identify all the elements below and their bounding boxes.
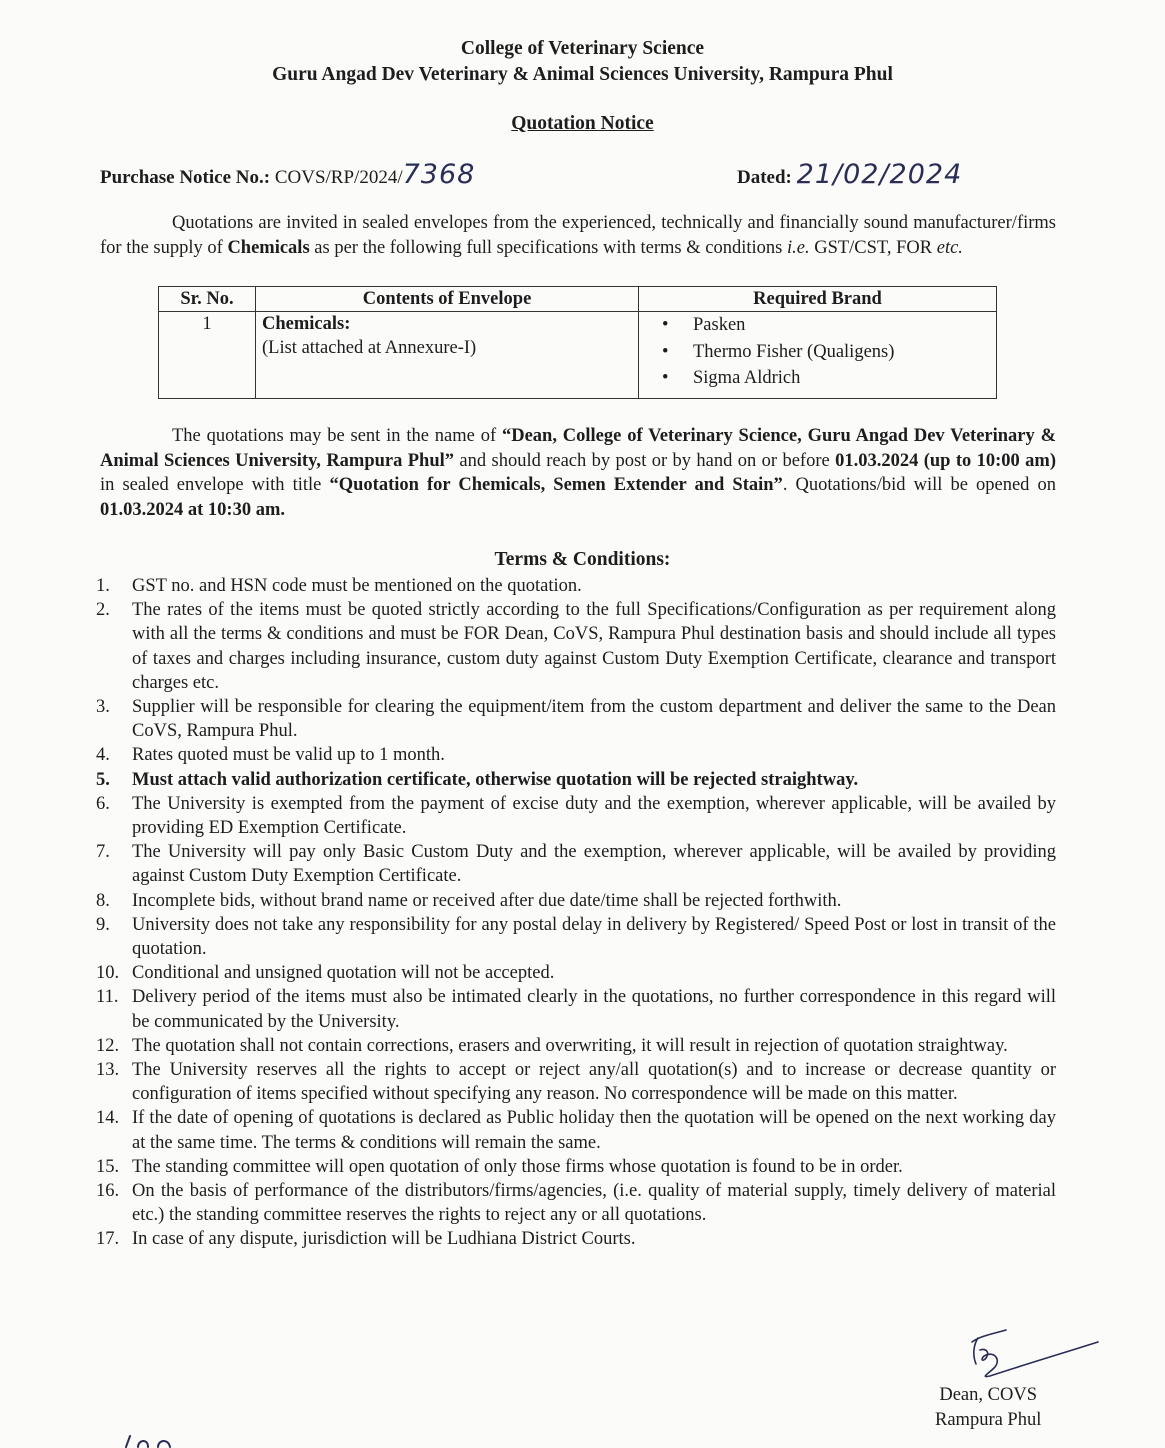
list-item bbox=[96, 913, 1056, 961]
term-text: The quotation shall not contain corrections, erasers and overwriting, it will result in rejection of quotation straightway. bbox=[132, 1035, 1008, 1056]
signatory-block bbox=[935, 1383, 1041, 1433]
send-text-3: and should reach by post or by hand on or before bbox=[454, 450, 836, 471]
term-text: Must attach valid authorization certificate, otherwise quotation will be rejected straightway. bbox=[132, 769, 859, 790]
term-number: 10. bbox=[96, 963, 120, 984]
send-text-5: in sealed envelope with title bbox=[100, 475, 330, 495]
term-number: 4. bbox=[96, 745, 110, 766]
send-text-2: “Dean, College of Veterinary Science, Guru Angad Dev Veterinary & Animal Sciences University, Rampura Phul” bbox=[100, 426, 1057, 471]
term-number: 12. bbox=[96, 1035, 120, 1056]
term-number: 16. bbox=[96, 1181, 120, 1202]
envelope-table bbox=[158, 286, 997, 399]
term-text: In case of any dispute, jurisdiction will be Ludhiana District Courts. bbox=[132, 1229, 636, 1250]
send-text-1: The quotations may be sent in the name of bbox=[172, 426, 502, 446]
cell-brands bbox=[639, 312, 997, 399]
list-item bbox=[96, 889, 1056, 913]
list-item bbox=[96, 792, 1056, 840]
term-number: 8. bbox=[96, 890, 110, 911]
term-text: The rates of the items must be quoted strictly according to the full Specifications/Configuration as per requirement along with all the terms & conditions and must be FOR Dean, CoVS, Rampura Phul destination basis and should include all types of taxes and charges including insurance, custom duty against Custom Duty Exemption Certificate, clearance and transport charges etc. bbox=[132, 600, 1056, 693]
intro-text-2: Chemicals bbox=[227, 237, 310, 258]
list-item bbox=[96, 1106, 1056, 1154]
signatory-location: Rampura Phul bbox=[935, 1410, 1042, 1430]
list-item bbox=[96, 985, 1056, 1033]
notice-title: Quotation Notice bbox=[511, 113, 654, 134]
header-sr-no: Sr. No. bbox=[159, 287, 256, 312]
term-text: The standing committee will open quotation of only those firms whose quotation is found to be in order. bbox=[132, 1156, 903, 1177]
term-number: 13. bbox=[96, 1060, 120, 1081]
term-number: 1. bbox=[96, 576, 110, 596]
list-item bbox=[96, 598, 1056, 695]
list-item: • Sigma Aldrich bbox=[693, 365, 990, 392]
list-item bbox=[96, 695, 1056, 743]
send-text-4: 01.03.2024 (up to 10:00 am) bbox=[835, 450, 1056, 471]
list-item bbox=[96, 840, 1056, 888]
term-number: 15. bbox=[96, 1156, 120, 1177]
list-item bbox=[96, 1034, 1056, 1058]
term-number: 14. bbox=[96, 1108, 120, 1129]
term-number: 9. bbox=[96, 914, 110, 935]
purchase-notice-prefix: COVS/RP/2024/ bbox=[274, 167, 403, 188]
college-name: College of Veterinary Science bbox=[460, 38, 705, 59]
term-text: Incomplete bids, without brand name or received after due date/time shall be rejected forthwith. bbox=[132, 890, 842, 911]
intro-text-5: GST/CST, FOR bbox=[809, 237, 937, 258]
list-item bbox=[96, 768, 1056, 792]
send-text-7: . Quotations/bid will be opened on bbox=[782, 475, 1057, 495]
cell-sr-no: 1 bbox=[159, 312, 256, 399]
intro-text-3: as per the following full specifications with terms & conditions bbox=[309, 237, 787, 258]
dated-label: Dated: bbox=[737, 167, 792, 188]
submission-paragraph bbox=[100, 424, 1056, 522]
brand-list bbox=[645, 312, 990, 392]
list-item bbox=[96, 1179, 1056, 1227]
list-item bbox=[96, 1058, 1056, 1106]
terms-list bbox=[96, 574, 1056, 1252]
purchase-notice-number bbox=[100, 159, 475, 190]
handwritten-date: 21/02/2024 bbox=[796, 159, 963, 190]
university-name: Guru Angad Dev Veterinary & Animal Sciences University, Rampura Phul bbox=[272, 64, 893, 85]
signatory-title: Dean, COVS bbox=[939, 1385, 1037, 1405]
content-note: (List attached at Annexure-I) bbox=[262, 338, 477, 358]
term-text: University does not take any responsibility for any postal delay in delivery by Registered/ Speed Post or lost in transit of the quotation. bbox=[132, 914, 1056, 960]
signature bbox=[950, 1320, 1100, 1390]
cell-contents bbox=[256, 312, 639, 399]
term-text: GST no. and HSN code must be mentioned on the quotation. bbox=[132, 576, 582, 596]
list-item bbox=[96, 1155, 1056, 1179]
term-number: 6. bbox=[96, 793, 110, 814]
intro-text-1: Quotations are invited in sealed envelopes from the experienced, technically and financially sound manufacturer/firms for the supply of bbox=[100, 213, 1056, 258]
term-text: If the date of opening of quotations is declared as Public holiday then the quotation will be opened on the next working day at the same time. The terms & conditions will remain the same. bbox=[132, 1108, 1056, 1153]
send-text-6: “Quotation for Chemicals, Semen Extender and Stain” bbox=[329, 475, 783, 495]
handwritten-mark bbox=[108, 1430, 188, 1448]
term-text: Conditional and unsigned quotation will not be accepted. bbox=[132, 963, 555, 984]
list-item bbox=[96, 743, 1056, 767]
notice-date bbox=[737, 159, 962, 190]
header-required-brand: Required Brand bbox=[639, 287, 997, 312]
intro-text-6: etc. bbox=[936, 237, 963, 258]
term-number: 3. bbox=[96, 697, 110, 718]
table-header-row bbox=[159, 287, 997, 312]
terms-heading: Terms & Conditions: bbox=[494, 549, 671, 570]
term-number: 5. bbox=[96, 769, 110, 790]
intro-text-4: i.e. bbox=[786, 237, 810, 258]
term-number: 2. bbox=[96, 600, 110, 621]
term-text: The University is exempted from the payment of excise duty and the exemption, wherever applicable, will be availed by providing ED Exemption Certificate. bbox=[132, 793, 1056, 839]
intro-paragraph bbox=[100, 211, 1056, 260]
term-text: The University reserves all the rights to accept or reject any/all quotation(s) and to increase or decrease quantity or configuration of items specified without specifying any reason. No correspondence will be made on this matter. bbox=[132, 1060, 1056, 1105]
handwritten-notice-number: 7368 bbox=[402, 159, 476, 190]
content-title: Chemicals: bbox=[262, 314, 351, 334]
send-text-8: 01.03.2024 at 10:30 am. bbox=[100, 499, 285, 520]
header-contents: Contents of Envelope bbox=[256, 287, 639, 312]
list-item bbox=[96, 574, 1056, 598]
term-number: 11. bbox=[96, 987, 119, 1008]
term-text: Supplier will be responsible for clearing the equipment/item from the custom department and deliver the same to the Dean CoVS, Rampura Phul. bbox=[132, 697, 1056, 742]
table-row bbox=[159, 312, 997, 399]
term-text: Rates quoted must be valid up to 1 month. bbox=[132, 745, 445, 766]
purchase-notice-label: Purchase Notice No.: bbox=[100, 167, 271, 188]
term-text: The University will pay only Basic Custom Duty and the exemption, wherever applicable, will be availed by providing against Custom Duty Exemption Certificate. bbox=[132, 842, 1056, 887]
term-text: On the basis of performance of the distributors/firms/agencies, (i.e. quality of material supply, timely delivery of material etc.) the standing committee reserves the rights to reject any or all quotations. bbox=[132, 1181, 1056, 1226]
term-number: 7. bbox=[96, 842, 110, 863]
term-number: 17. bbox=[96, 1229, 120, 1250]
term-text: Delivery period of the items must also be intimated clearly in the quotations, no further correspondence in this regard will be communicated by the University. bbox=[132, 987, 1056, 1032]
list-item bbox=[96, 1227, 1056, 1251]
list-item: • Thermo Fisher (Qualigens) bbox=[693, 339, 990, 366]
list-item bbox=[96, 961, 1056, 985]
list-item: • Pasken bbox=[693, 312, 990, 339]
